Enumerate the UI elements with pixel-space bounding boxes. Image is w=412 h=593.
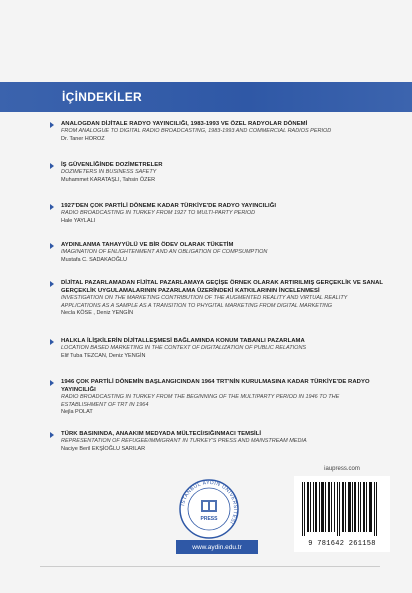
entry-title: HALKLA İLİŞKİLERİN DİJİTALLEŞMESİ BAĞLAMINDA KONUM TABANLI PAZARLAMA — [61, 338, 305, 344]
entry-subtitle: FROM ANALOGUE TO DIGITAL RADIO BROADCASTING, 1983-1993 AND COMMERCIAL RADIOS PERIOD — [61, 128, 332, 134]
entry-title: 1946 ÇOK PARTİLİ DÖNEMİN BAŞLANGICINDAN 1964 TRT'NİN KURULMASINA KADAR TÜRKİYE'DE RADYO YAYINCILIĞI — [61, 379, 370, 393]
entry-authors: Mustafa C. SADAKAOĞLU — [61, 256, 128, 263]
entry-authors: Nejla POLAT — [61, 409, 93, 416]
entry-subtitle: RADIO BROADCASTING IN TURKEY FROM THE BEGINNING OF THE MULTIPARTY PERIOD IN 1946 TO THE ESTABLISHMENT OF TRT IN 1964 — [61, 394, 340, 408]
entry-subtitle: RADIO BROADCASTING IN TURKEY FROM 1927 TO MULTI-PARTY PERIOD — [61, 210, 256, 216]
bottom-rule — [40, 566, 380, 567]
arrow-icon — [50, 281, 54, 287]
entry-title: ANALOGDAN DİJİTALE RADYO YAYINCILIĞI, 1983-1993 VE ÖZEL RADYOLAR DÖNEMİ — [61, 121, 308, 127]
entry-authors: Naciye Beril EKŞİOĞLU SARILAR — [61, 445, 146, 452]
arrow-icon — [50, 204, 54, 210]
entry-title: DİJİTAL PAZARLAMADAN FİJİTAL PAZARLAMAYA GEÇİŞE ÖRNEK OLARAK ARTIRILMIŞ GERÇEKLİK VE SANAL GERÇEKLİK UYGULAMALARININ PAZARLAMA ÜZERİNDEKİ KATKILARININ İNCELENMESİ — [61, 280, 383, 294]
entry-subtitle: DOZIMETERS IN BUSINESS SAFETY — [61, 169, 157, 175]
arrow-icon — [50, 380, 54, 386]
isbn-digits: 9 781642 261158 — [308, 540, 376, 548]
arrow-icon — [50, 163, 54, 169]
entry-subtitle: IMAGINATION OF ENLIGHTENMENT AND AN OBLIGATION OF COMPSUMPTION — [61, 249, 268, 255]
toc-entry — [36, 120, 331, 143]
toc-entry — [36, 241, 267, 264]
entry-title: 1927'DEN ÇOK PARTİLİ DÖNEME KADAR TÜRKİYE'DE RADYO YAYINCILIĞI — [61, 203, 277, 209]
entry-authors: Muhammet KARATAŞLI, Tahsin ÖZER — [61, 176, 156, 183]
arrow-icon — [50, 122, 54, 128]
entry-authors: Dr. Taner HOROZ — [61, 135, 105, 142]
toc-entry — [36, 202, 276, 225]
barcode-area — [294, 466, 390, 552]
arrow-icon — [50, 339, 54, 345]
press-url: iaupress.com — [324, 466, 360, 472]
entry-title: AYDINLANMA TAHAYYÜLÜ VE BİR ÖDEV OLARAK TÜKETİM — [61, 242, 234, 248]
entry-subtitle: REPRESENTATION OF REFUGEE/IMMIGRANT IN TURKEY'S PRESS AND MAINSTREAM MEDIA — [61, 438, 307, 444]
university-url: www.aydin.edu.tr — [176, 540, 258, 554]
entry-authors: Necla KÖSE , Deniz YENGİN — [61, 310, 134, 317]
toc-entry — [36, 337, 306, 360]
toc-entry — [36, 161, 163, 184]
entry-subtitle: LOCATION BASED MARKETING IN THE CONTEXT OF DIGITALIZATION OF PUBLIC RELATIONS — [61, 345, 307, 351]
entry-subtitle: INVESTIGATION ON THE MARKETING CONTRIBUTION OF THE AUGMENTED REALITY AND VIRTUAL REALITY APPLICATIONS AS A SAMPLE AS A TRANSITION TO PHYGITAL MARKETING FROM DIGITAL MARKETING — [61, 295, 348, 309]
arrow-icon — [50, 243, 54, 249]
toc-entry — [36, 378, 386, 417]
toc-entry — [36, 279, 386, 318]
toc-entry — [36, 430, 307, 453]
entry-title: TÜRK BASININDA, ANAAKIM MEDYADA MÜLTECİ/SIĞINMACI TEMSİLİ — [61, 431, 262, 437]
entry-authors: Hale YAYLALI — [61, 217, 96, 224]
barcode-bars — [294, 480, 390, 540]
toc-header-bar — [0, 82, 412, 112]
entry-authors: Elif Tuba TEZCAN, Deniz YENGİN — [61, 352, 146, 359]
toc-title: İÇİNDEKİLER — [62, 90, 142, 104]
isbn-barcode — [294, 476, 390, 552]
svg-text:İSTANBUL AYDIN ÜNİVERSİTESİ: İSTANBUL AYDIN ÜNİVERSİTESİ — [180, 479, 239, 526]
svg-text:PRESS: PRESS — [200, 516, 218, 522]
university-seal-logo — [178, 478, 240, 540]
arrow-icon — [50, 432, 54, 438]
entry-title: İŞ GÜVENLİĞİNDE DOZİMETRELER — [61, 162, 163, 168]
